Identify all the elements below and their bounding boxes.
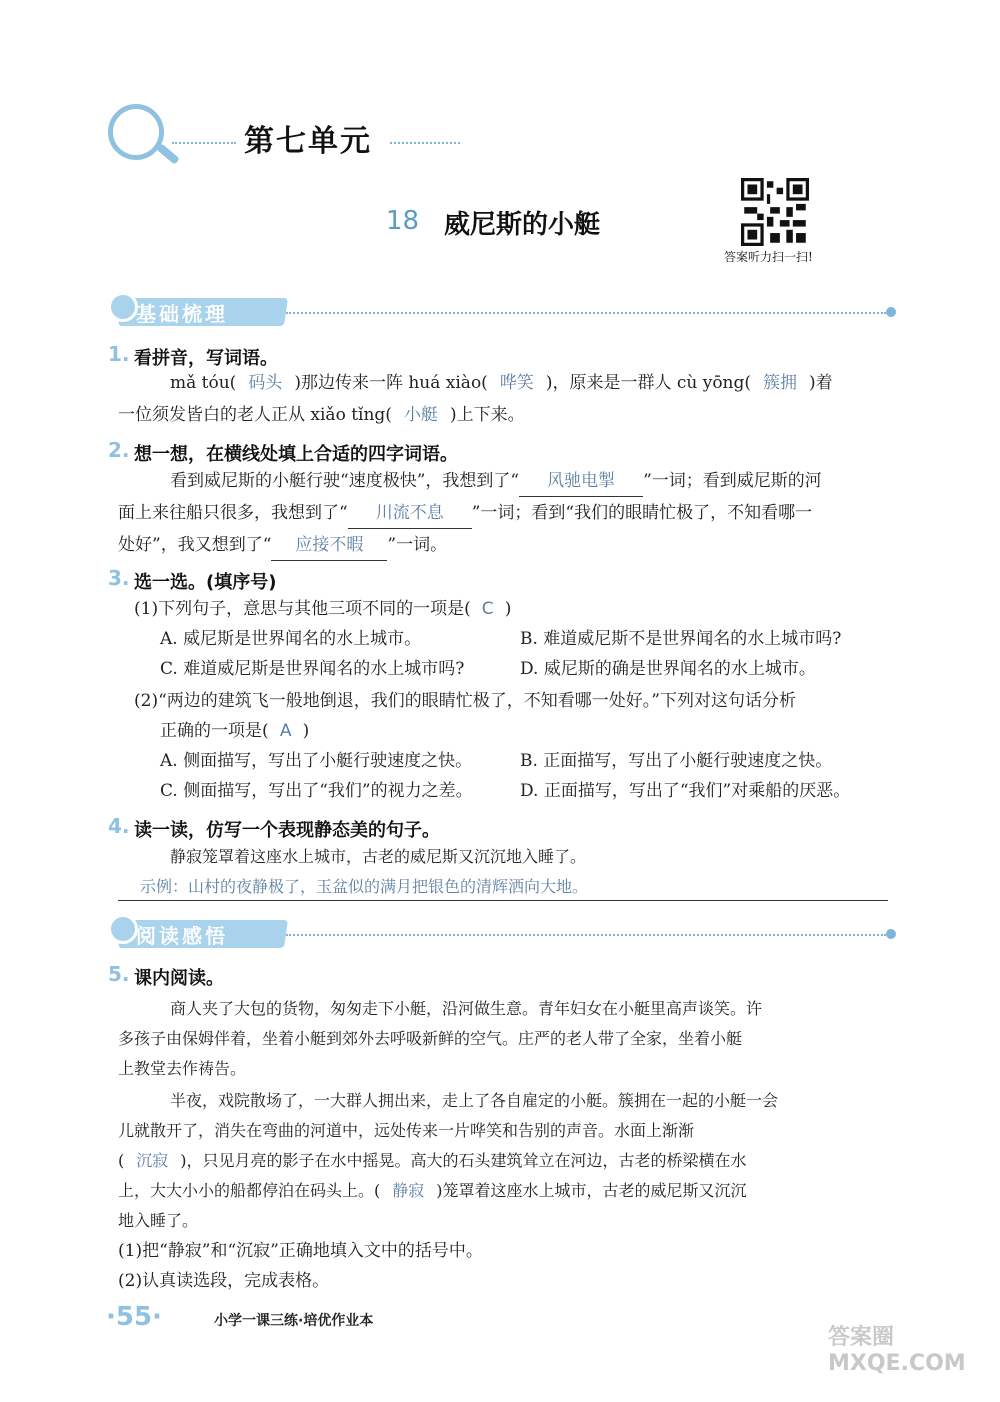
- q2-line-2: 面上来往船只很多，我想到了“ 川流不息 ”一词；看到“我们的眼睛忙极了，不知看哪一: [118, 498, 812, 529]
- answer-sentence[interactable]: 示例：山村的夜静极了，玉盆似的满月把银色的清辉洒向大地。: [140, 877, 589, 896]
- qr-caption: 答案听力扫一扫!: [724, 250, 813, 264]
- option-d: D. 正面描写，写出了“我们”对乘船的厌恶。: [520, 781, 851, 801]
- q2-line-3: 处好”，我又想到了“ 应接不暇 ”一词。: [118, 530, 447, 561]
- lesson-title: 威尼斯的小艇: [444, 210, 601, 240]
- passage-line: ( 沉寂 )，只见月亮的影子在水中摇晃。高大的石头建筑耸立在河边，古老的桥梁横在水: [118, 1146, 747, 1176]
- q1-line-1: mǎ tóu( 码头 )那边传来一阵 huá xiào( 哗笑 )，原来是一群人 cù yōng( 簇拥 )着: [170, 368, 833, 398]
- section-banner-reading: [108, 914, 908, 954]
- answer-line: [118, 900, 888, 901]
- answer[interactable]: C: [481, 599, 494, 619]
- answer[interactable]: 静寂: [392, 1181, 425, 1200]
- unit-header: [108, 98, 468, 178]
- passage-line: 多孩子由保姆伴着，坐着小艇到郊外去呼吸新鲜的空气。庄严的老人带了全家，坐着小艇: [118, 1029, 743, 1048]
- section-title: 基础梳理: [136, 302, 228, 326]
- sub-question: (2)认真读选段，完成表格。: [118, 1271, 330, 1291]
- question-number: 2.: [108, 438, 130, 462]
- qr-code-icon[interactable]: [741, 178, 809, 246]
- section-title: 阅读感悟: [136, 924, 228, 948]
- answer[interactable]: 沉寂: [136, 1151, 169, 1170]
- answer[interactable]: 小艇: [403, 405, 438, 425]
- option-a: A. 侧面描写，写出了小艇行驶速度之快。: [160, 751, 473, 771]
- passage-line: 地入睡了。: [118, 1211, 199, 1230]
- divider: [172, 142, 236, 144]
- answer-blank[interactable]: 川流不息: [348, 498, 472, 529]
- question-title: 选一选。(填序号): [134, 572, 277, 593]
- book-title: 小学一课三练·培优作业本: [214, 1313, 374, 1329]
- magnifier-handle: [156, 143, 180, 165]
- answer[interactable]: 簇拥: [763, 373, 798, 393]
- sub-question: (1)把“静寂”和“沉寂”正确地填入文中的括号中。: [118, 1241, 483, 1261]
- answer[interactable]: 码头: [248, 373, 283, 393]
- clock-icon: [108, 292, 138, 322]
- q2-line-1: 看到威尼斯的小艇行驶“速度极快”，我想到了“ 风驰电掣 ”一词；看到威尼斯的河: [170, 466, 822, 497]
- q3-sub1-stem: (1)下列句子，意思与其他三项不同的一项是( C ): [134, 594, 511, 624]
- page-number: ·55·: [106, 1302, 162, 1332]
- answer-blank[interactable]: 风驰电掣: [519, 466, 643, 497]
- option-c: C. 难道威尼斯是世界闻名的水上城市吗?: [160, 659, 465, 679]
- question-number: 1.: [108, 342, 130, 366]
- answer[interactable]: A: [279, 721, 292, 741]
- option-a: A. 威尼斯是世界闻名的水上城市。: [160, 629, 422, 649]
- passage-line: 商人夹了大包的货物，匆匆走下小艇，沿河做生意。青年妇女在小艇里高声谈笑。许: [170, 999, 763, 1018]
- passage-line: 上教堂去作祷告。: [118, 1059, 247, 1078]
- question-number: 5.: [108, 962, 130, 986]
- option-b: B. 难道威尼斯不是世界闻名的水上城市吗?: [520, 629, 842, 649]
- question-number: 3.: [108, 566, 130, 590]
- q3-sub2-stem-2: 正确的一项是( A ): [160, 716, 309, 746]
- answer-blank[interactable]: 应接不暇: [271, 530, 387, 561]
- q3-sub2-stem: (2)“两边的建筑飞一般地倒退，我们的眼睛忙极了，不知看哪一处好。”下列对这句话分析: [134, 691, 796, 711]
- model-sentence: 静寂笼罩着这座水上城市，古老的威尼斯又沉沉地入睡了。: [170, 847, 587, 866]
- question-title: 看拼音，写词语。: [134, 348, 278, 369]
- answer[interactable]: 哗笑: [499, 373, 534, 393]
- question-title: 课内阅读。: [134, 968, 224, 989]
- option-b: B. 正面描写，写出了小艇行驶速度之快。: [520, 751, 833, 771]
- passage-line: 半夜，戏院散场了，一大群人拥出来，走上了各自雇定的小艇。簇拥在一起的小艇一会: [170, 1091, 779, 1110]
- watermark-logo: 答案圈 MXQE.COM: [828, 1325, 966, 1376]
- question-number: 4.: [108, 814, 130, 838]
- option-c: C. 侧面描写，写出了“我们”的视力之差。: [160, 781, 473, 801]
- passage-line: 儿就散开了，消失在弯曲的河道中，远处传来一片哗笑和告别的声音。水面上渐渐: [118, 1121, 695, 1140]
- question-title: 读一读，仿写一个表现静态美的句子。: [134, 820, 440, 841]
- magnifier-icon: [108, 104, 164, 160]
- divider: [390, 142, 460, 144]
- q1-line-2: 一位须发皆白的老人正从 xiǎo tǐng( 小艇 )上下来。: [118, 400, 525, 430]
- question-title: 想一想，在横线处填上合适的四字词语。: [134, 444, 458, 465]
- passage-line: 上，大大小小的船都停泊在码头上。( 静寂 )笼罩着这座水上城市，古老的威尼斯又沉沉: [118, 1176, 747, 1206]
- lesson-number: 18: [386, 206, 420, 236]
- unit-title: 第七单元: [244, 124, 372, 159]
- clock-icon: [108, 914, 138, 944]
- section-banner-basics: [108, 292, 908, 332]
- option-d: D. 威尼斯的确是世界闻名的水上城市。: [520, 659, 816, 679]
